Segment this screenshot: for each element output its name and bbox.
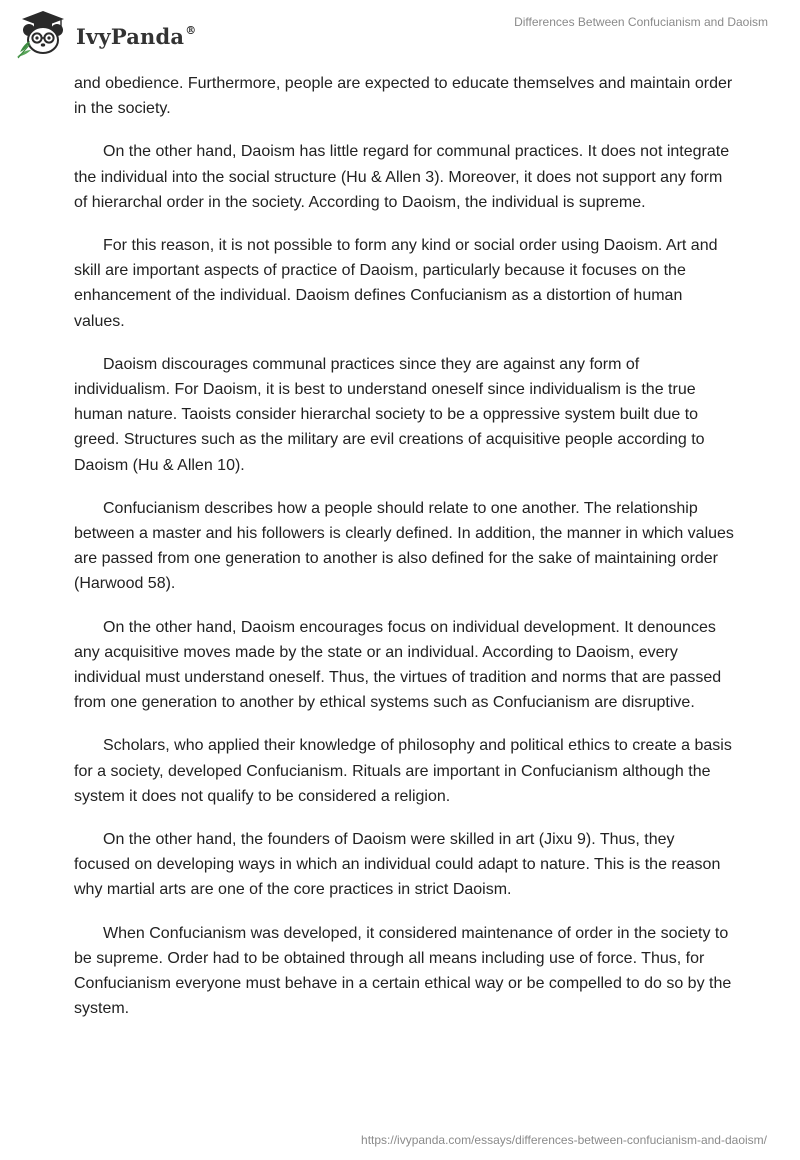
paragraph: Confucianism describes how a people should relate to one another. The relationship between a master and his followers is clearly defined. In addition, the manner in which values are passed from one generation to another is also defined for the sake of maintaining order (Harwood 58).: [74, 499, 734, 593]
source-url[interactable]: https://ivypanda.com/essays/differences-between-confucianism-and-daoism/: [361, 1133, 767, 1147]
paragraph: On the other hand, Daoism encourages focus on individual development. It denounces any acquisitive moves made by the state or an individual. According to Daoism, every individual must understand oneself. Thus, the virtues of tradition and norms that are passed from one generation to another by ethical systems such as Confucianism are disruptive.: [74, 618, 722, 712]
registered-mark: ®: [185, 23, 197, 37]
paragraph: Scholars, who applied their knowledge of philosophy and political ethics to create a basis for a society, developed Confucianism. Rituals are important in Confucianism although the system it does not qualify to be considered a religion.: [74, 737, 732, 805]
brand-name-text: IvyPanda: [76, 23, 185, 49]
document-title: Differences Between Confucianism and Daoism: [514, 15, 768, 29]
paragraph: On the other hand, Daoism has little regard for communal practices. It does not integrate the individual into the social structure (Hu & Allen 3). Moreover, it does not support any form of hierarchal order in the society. According to Daoism, the individual is supreme.: [74, 143, 730, 211]
ivypanda-logo[interactable]: [14, 8, 196, 60]
essay-body: [74, 71, 734, 1040]
paragraph: Daoism discourages communal practices since they are against any form of individualism. For Daoism, it is best to understand oneself since individualism is the true human nature. Taoists consider hierarchal society to be a oppressive system built due to greed. Structures such as the military are evil creations of acquisitive people according to Daoism (Hu & Allen 10).: [74, 355, 705, 474]
paragraph: When Confucianism was developed, it considered maintenance of order in the society to be supreme. Order had to be obtained through all means including use of force. Thus, for Confucianism everyone must behave in a certain ethical way or be compelled to do so by the system.: [74, 924, 732, 1018]
paragraph: On the other hand, the founders of Daoism were skilled in art (Jixu 9). Thus, they focused on developing ways in which an individual could adapt to nature. This is the reason why martial arts are one of the core practices in strict Daoism.: [74, 831, 721, 899]
panda-graduate-icon: [14, 8, 72, 60]
paragraph: and obedience. Furthermore, people are expected to educate themselves and maintain order in the society.: [74, 75, 733, 118]
brand-name: [76, 24, 196, 49]
paragraph: For this reason, it is not possible to form any kind or social order using Daoism. Art and skill are important aspects of practice of Daoism, particularly because it focuses on the enhancement of the individual. Daoism defines Confucianism as a distortion of human values.: [74, 237, 718, 330]
page-header: [0, 0, 800, 64]
